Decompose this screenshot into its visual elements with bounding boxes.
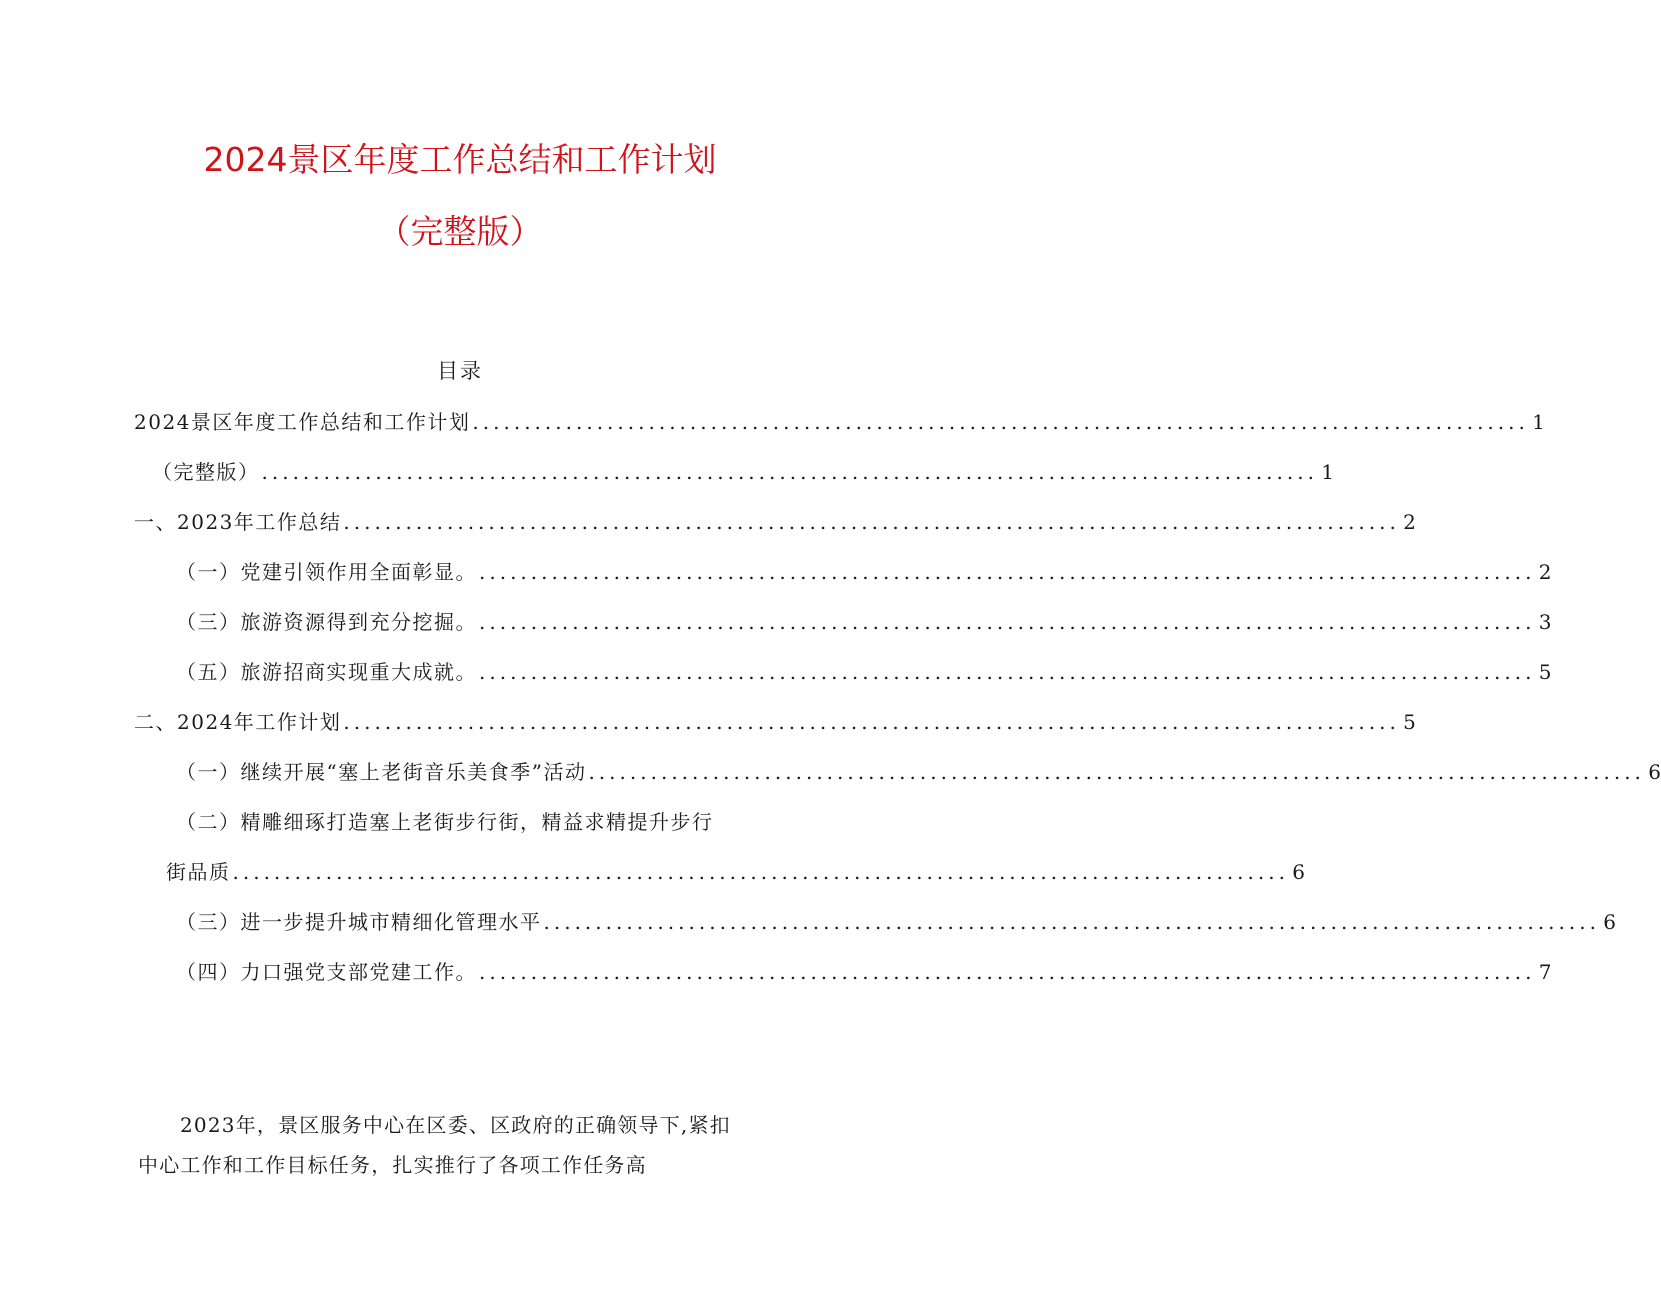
toc-entry[interactable] xyxy=(134,507,1416,537)
toc-entry-label: 一、2023年工作总结 xyxy=(134,510,342,534)
toc-entry-label: （五）旅游招商实现重大成就。 xyxy=(176,660,477,684)
toc-entry-page: 2 xyxy=(1538,560,1552,584)
toc-leader: ...................................................................................................... xyxy=(343,710,1400,734)
toc-leader: ...................................................................................................... xyxy=(479,610,1536,634)
toc-entry[interactable] xyxy=(134,707,1416,737)
toc-entry-page: 6 xyxy=(1292,860,1305,884)
toc-entry-page: 6 xyxy=(1648,760,1661,784)
toc-entry[interactable] xyxy=(152,457,1334,487)
toc-entry-page: 3 xyxy=(1538,610,1552,634)
toc-entry[interactable] xyxy=(176,557,1552,587)
toc-entry-label: （一）继续开展“塞上老街音乐美食季”活动 xyxy=(176,760,587,784)
toc-heading: 目录 xyxy=(437,359,483,383)
toc-entry-page: 5 xyxy=(1538,660,1552,684)
toc-entry-label-wrapped[interactable]: （二）精雕细琢打造塞上老街步行街，精益求精提升步行 xyxy=(176,810,714,834)
toc-leader: ...................................................................................................... xyxy=(588,760,1645,784)
toc-entry[interactable] xyxy=(176,757,1661,787)
toc-entry-label: （三）旅游资源得到充分挖掘。 xyxy=(176,610,477,634)
toc-entry[interactable] xyxy=(176,957,1552,987)
toc-leader: ...................................................................................................... xyxy=(543,910,1600,934)
document-title: 2024景区年度工作总结和工作计划 xyxy=(203,140,717,179)
toc-entry-page: 1 xyxy=(1532,410,1545,434)
toc-leader: ...................................................................................................... xyxy=(472,410,1529,434)
toc-entry-page: 6 xyxy=(1603,910,1616,934)
toc-leader: ...................................................................................................... xyxy=(343,510,1400,534)
toc-entry[interactable] xyxy=(176,607,1552,637)
toc-leader: ...................................................................................................... xyxy=(261,460,1318,484)
toc-leader: ...................................................................................................... xyxy=(479,960,1536,984)
toc-leader: ...................................................................................................... xyxy=(232,860,1289,884)
toc-entry-page: 1 xyxy=(1321,460,1334,484)
body-paragraph-line: 2023年，景区服务中心在区委、区政府的正确领导下,紧扣 xyxy=(180,1113,731,1137)
toc-entry[interactable] xyxy=(134,407,1545,437)
toc-entry-label: 街品质 xyxy=(166,860,231,884)
toc-entry-label: 二、2024年工作计划 xyxy=(134,710,342,734)
body-paragraph-line: 中心工作和工作目标任务，扎实推行了各项工作任务高 xyxy=(138,1153,647,1177)
toc-leader: ...................................................................................................... xyxy=(479,560,1536,584)
toc-entry[interactable] xyxy=(166,857,1305,887)
toc-entry-label: （完整版） xyxy=(152,460,260,484)
document-subtitle: （完整版） xyxy=(377,212,543,251)
toc-entry-page: 2 xyxy=(1403,510,1416,534)
toc-entry-label: （三）进一步提升城市精细化管理水平 xyxy=(176,910,542,934)
toc-entry[interactable] xyxy=(176,907,1616,937)
toc-entry-page: 5 xyxy=(1403,710,1416,734)
toc-entry-label: （一）党建引领作用全面彰显。 xyxy=(176,560,477,584)
toc-entry-page: 7 xyxy=(1538,960,1552,984)
toc-entry[interactable] xyxy=(176,657,1552,687)
toc-entry-label: （四）力口强党支部党建工作。 xyxy=(176,960,477,984)
toc-entry-label: 2024景区年度工作总结和工作计划 xyxy=(134,410,471,434)
toc-leader: ...................................................................................................... xyxy=(479,660,1536,684)
